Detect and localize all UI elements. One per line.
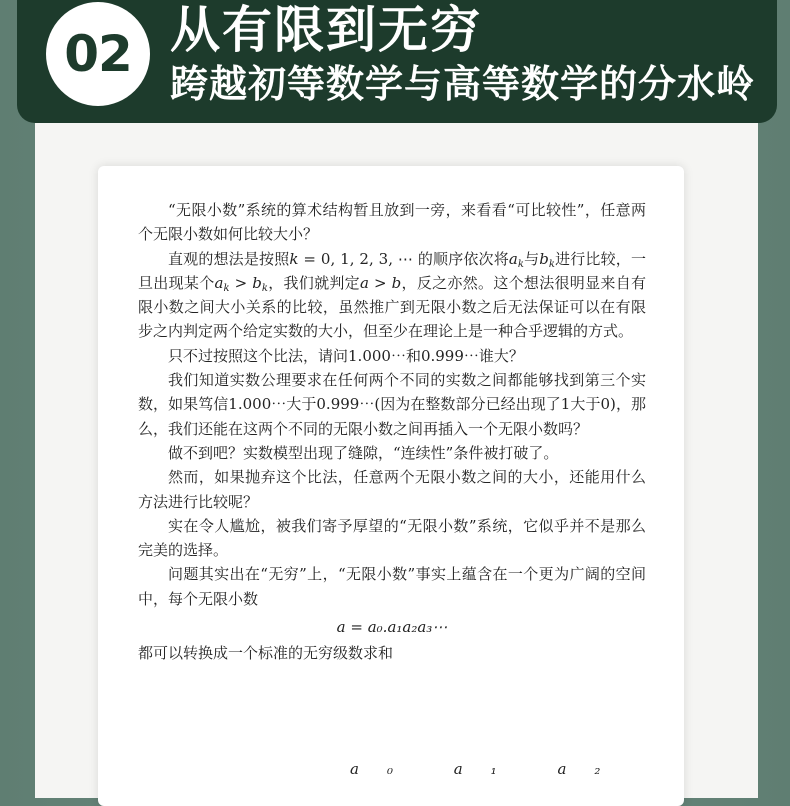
p2-text-d: 进行比较，一旦出现某个 (138, 249, 646, 292)
p2-text-f: ，反之亦然。这个想法很明显来自有限小数之间大小关系的比较，虽然推广到无限小数之后无法保证可以在有限步之内判定两个给定实数的大小，但至少在理论上是一种合乎逻辑的方式。 (138, 273, 646, 341)
paragraph-7: 实在令人尴尬，被我们寄予厚望的“无限小数”系统，它似乎并不是那么完美的选择。 (138, 516, 646, 560)
formula-decimal: a = a₀.a₁a₂a₃⋯ (336, 618, 448, 637)
paragraph-6: 然而，如果抛弃这个比法，任意两个无限小数之间的大小，还能用什么方法进行比较呢？ (138, 468, 646, 511)
paragraph-8: 问题其实出在“无穷”上，“无限小数”事实上蕴含在一个更为广阔的空间中，每个无限小数 (138, 565, 646, 608)
paragraph-4: 我们知道实数公理要求在任何两个不同的实数之间都能够找到第三个实数，如果笃信1.000⋯大于0.999⋯(因为在整数部分已经出现了1大于0)，那么，我们还能在这两个不同的无限小数之间再插入一个无限小数吗？ (138, 371, 646, 438)
chapter-subtitle: 跨越初等数学与高等数学的分水岭 (170, 62, 756, 106)
p2-text-c: 与 (523, 249, 540, 268)
chapter-number-badge (46, 2, 150, 106)
math-a-gt-b: a > b (359, 273, 402, 292)
math-ak: $a_k$ (508, 249, 524, 270)
chapter-number: 02 (64, 25, 132, 83)
partial-series-formula: a₀ a₁ a₂ (350, 760, 629, 778)
paragraph-3: 只不过按照这个比法，请问1.000⋯和0.999⋯谁大？ (168, 346, 524, 365)
math-bk: $b_k$ (539, 249, 555, 270)
math-ak-gt-bk: $a_k > b_k$ (214, 273, 268, 294)
paragraph-2 (138, 247, 646, 344)
p2-text-a: 直观的想法是按照 (168, 249, 290, 268)
chapter-title: 从有限到无穷 (170, 1, 482, 59)
paragraph-9: 都可以转换成一个标准的无穷级数求和 (138, 644, 394, 663)
math-k: k (289, 249, 299, 268)
page-text (138, 198, 646, 666)
paragraph-5: 做不到吧？实数模型出现了缝隙，“连续性”条件被打破了。 (168, 443, 559, 462)
p2-text-b: = 0, 1, 2, 3, ⋯ 的顺序依次将 (298, 249, 509, 268)
p2-text-e: ，我们就判定 (267, 273, 360, 292)
paragraph-1: “无限小数”系统的算术结构暂且放到一旁，来看看“可比较性”，任意两个无限小数如何比较大小？ (138, 201, 646, 244)
